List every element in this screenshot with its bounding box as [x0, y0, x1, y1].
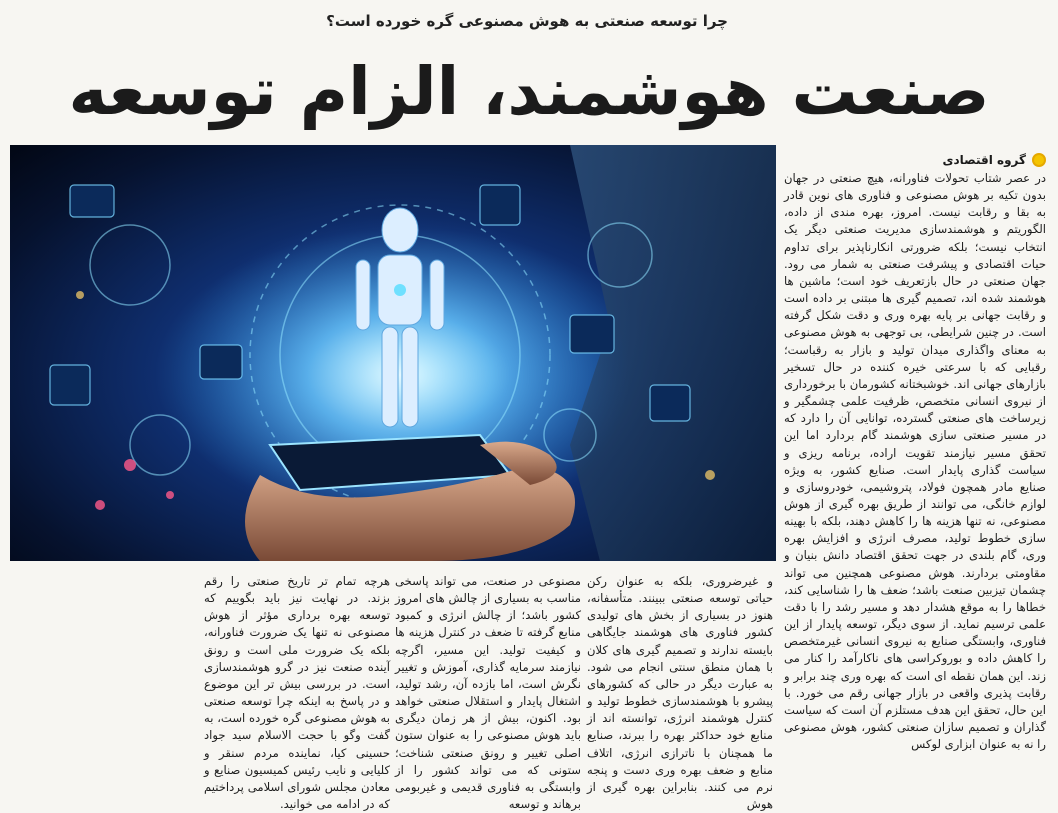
byline [784, 153, 1046, 167]
robot-hologram-illustration [10, 145, 776, 561]
byline-label: گروه اقتصادی [942, 153, 1026, 167]
article-column-bottom-1: و غیرضروری، بلکه به عنوان رکن حیاتی توسعه صنعتی ببینند. متأسفانه، هنوز در بسیاری از بخش های تولیدی کشور فناوری های هوشمند جایگاهی بایسته ندارند و تصمیم گیری های کلان با همان منطق سنتی انجام می شود. به عبارت دیگر در حالی که کشورهای پیشرو با هوشمندسازی خطوط تولید و کنترل هوشمند انرژی، توانسته اند از منابع خود حداکثر بهره را ببرند، صنایع ما همچنان با ناترازی انرژی، اتلاف منابع و ضعف بهره وری دست و پنجه نرم می کنند. بنابراین بهره گیری از هوش [587, 574, 773, 812]
article-headline: صنعت هوشمند، الزام توسعه [68, 53, 990, 130]
article-column-right: در عصر شتاب تحولات فناورانه، هیچ صنعتی در جهان بدون تکیه بر هوش مصنوعی و فناوری های نوین قادر به بقا و رقابت نیست. امروز، بهره مندی از داده، الگوریتم و هوشمندسازی مدیریت صنعتی دیگر یک انتخاب نیست؛ بلکه ضرورتی انکارناپذیر برای تداوم حیات اقتصادی و پیشرفت صنعتی به شمار می رود. جهان صنعتی در حال بازتعریف خود است؛ ماشین ها هوشمند شده اند، تصمیم گیری ها مبتنی بر داده است و رقابت جهانی بر پایه بهره وری و دقت شکل گرفته است. در چنین شرایطی، بی توجهی به هوش مصنوعی به معنای واگذاری میدان تولید و بازار به رقباست؛ رقبایی که با سرعتی خیره کننده در حال تسخیر بازارهای جهانی اند. خوشبختانه کشورمان با برخورداری از نیروی انسانی متخصص، ظرفیت علمی چشمگیر و زیرساخت های صنعتی گسترده، توانایی آن را دارد که در مسیر صنعتی سازی هوشمند گام بردارد اما این تحقق مسیر نیازمند تقویت اراده، برنامه ریزی و سیاست گذاری پایدار است. صنایع کشور، به ویژه صنایع مادر همچون فولاد، پتروشیمی، خودروسازی و لوازم خانگی، می توانند از طریق بهره گیری از هوش مصنوعی، نه تنها هزینه ها را کاهش دهند، بلکه با بهینه سازی خطوط تولید، مصرف انرژی و افزایش بهره وری، گام بلندی در جهت تحقق اقتصاد دانش بنیان و مقاومتی بردارند. هوش مصنوعی همچنین می تواند چشمان تیزبین صنعت باشد؛ ضعف ها را شناسایی کند، خطاها را به موقع هشدار دهد و مسیر رشد را با دقت علمی ترسیم نماید. از سوی دیگر، توسعه پایدار از این فناوری، وابستگی صنایع به نیروی انسانی غیرمتخصص را کاهش داده و بوروکراسی های ناکارآمد را کنار می زند. این همان نقطه ای است که بهره وری چند برابر و رقابت پذیری واقعی در بازار جهانی رقم می خورد. با این حال، تحقق این هدف مستلزم آن است که سیاست گذاران و تصمیم سازان صنعتی کشور، هوش مصنوعی را نه به عنوان ابزاری لوکس [784, 171, 1046, 752]
article-kicker: چرا توسعه صنعتی به هوش مصنوعی گره خورده است؟ [326, 12, 728, 30]
article-column-bottom-3: هرچه تمام تر تاریخ صنعتی را رقم بزند. در نهایت نیز باید بگوییم که توسعه بهره برداری مؤثر از هوش مصنوعی نه تنها یک ضرورت فناورانه، بلکه یک ضرورت ملی است و رونق آینده صنعت نیز در گرو هوشمندسازی است. در بررسی بیش تر این موضوع و در پاسخ به اینکه چرا توسعه صنعتی به هوش مصنوعی گره خورده است، به گفت وگو با حجت الاسلام سید جواد حسینی کیا، نماینده مردم سنقر و کلیایی و نایب رئیس کمیسیون صنایع و معادن مجلس شورای اسلامی پرداختیم که در ادامه می خوانید. [204, 574, 390, 812]
article-column-bottom-2: مصنوعی در صنعت، می تواند پاسخی مناسب به بسیاری از چالش های امروز کشور باشد؛ از چالش انرژی و کمبود منابع گرفته تا ضعف در کنترل هزینه ها و کیفیت تولید. این مسیر، اگرچه نیازمند سرمایه گذاری، آموزش و تغییر نگرش است، اما بازده آن، رشد تولید، اشتغال پایدار و استقلال صنعتی خواهد بود. اکنون، بیش از هر زمان دیگری باید هوش مصنوعی را به عنوان ستون اصلی تغییر و رونق صنعتی شناخت؛ ستونی که می تواند کشور را از وابستگی به فناوری قدیمی و غیربومی برهاند و توسعه [395, 574, 581, 812]
section-marker-icon [1032, 153, 1046, 167]
article-photo-robot-hologram [10, 145, 776, 561]
article-column-bottom-4 [12, 573, 198, 745]
